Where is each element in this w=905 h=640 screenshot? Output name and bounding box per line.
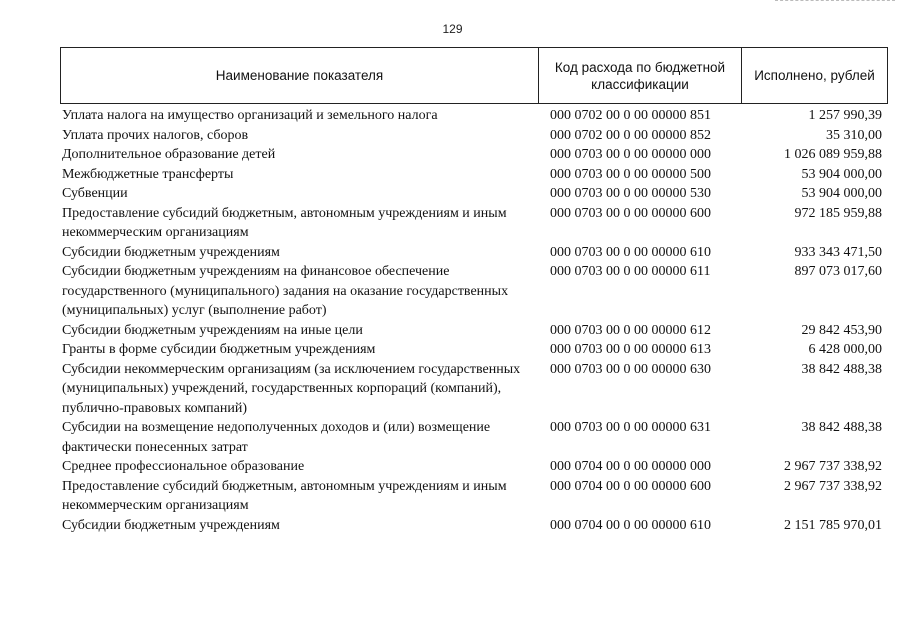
row-amount: 1 026 089 959,88	[784, 147, 882, 162]
row-code: 000 0704 00 0 00 00000 000	[550, 459, 711, 474]
row-code: 000 0704 00 0 00 00000 610	[550, 517, 711, 533]
table-row	[60, 126, 890, 146]
row-amount: 38 842 488,38	[801, 361, 882, 377]
table-header	[60, 47, 888, 104]
table-row	[60, 184, 890, 204]
header-code: Код расхода по бюджетной классификации	[538, 48, 741, 103]
row-name: Субсидии бюджетным учреждениям	[62, 517, 280, 533]
row-code: 000 0703 00 0 00 00000 530	[550, 186, 711, 201]
row-name: Дополнительное образование детей	[62, 147, 276, 162]
row-amount: 6 428 000,00	[808, 342, 882, 357]
table-row	[60, 360, 890, 419]
row-code: 000 0703 00 0 00 00000 630	[550, 361, 711, 377]
row-code: 000 0702 00 0 00 00000 852	[550, 127, 711, 143]
table-row	[60, 106, 890, 126]
row-name: Межбюджетные трансферты	[62, 166, 234, 182]
row-name: Субвенции	[62, 186, 128, 201]
table-row	[60, 340, 890, 360]
row-name: Уплата прочих налогов, сборов	[62, 127, 249, 143]
row-amount: 38 842 488,38	[801, 420, 882, 435]
table-row	[60, 204, 890, 243]
row-amount: 897 073 017,60	[794, 264, 882, 279]
row-amount: 933 343 471,50	[794, 244, 882, 260]
row-name: Уплата налога на имущество организаций и земельного налога	[62, 108, 438, 123]
row-code: 000 0704 00 0 00 00000 600	[550, 478, 711, 494]
table-row	[60, 321, 890, 341]
row-code: 000 0702 00 0 00 00000 851	[550, 108, 711, 123]
row-name: Предоставление субсидий бюджетным, автономным учреждениям и иным некоммерческим организациям	[62, 478, 507, 513]
row-code: 000 0703 00 0 00 00000 000	[550, 147, 711, 162]
row-amount: 53 904 000,00	[801, 186, 882, 201]
row-code: 000 0703 00 0 00 00000 612	[550, 322, 711, 338]
row-amount: 1 257 990,39	[808, 108, 882, 123]
row-amount: 2 151 785 970,01	[784, 517, 882, 533]
row-code: 000 0703 00 0 00 00000 600	[550, 205, 711, 221]
page-number: 129	[442, 22, 463, 36]
header-amount: Исполнено, рублей	[741, 48, 887, 103]
row-amount: 972 185 959,88	[794, 205, 882, 221]
table-row	[60, 516, 890, 536]
row-code: 000 0703 00 0 00 00000 611	[550, 264, 711, 279]
table-row	[60, 477, 890, 516]
row-amount: 35 310,00	[826, 127, 882, 143]
row-code: 000 0703 00 0 00 00000 500	[550, 166, 711, 182]
row-amount: 53 904 000,00	[801, 166, 882, 182]
table-row	[60, 145, 890, 165]
row-amount: 2 967 737 338,92	[784, 478, 882, 494]
row-name: Среднее профессиональное образование	[62, 459, 305, 474]
table-body	[60, 106, 890, 535]
table-row	[60, 165, 890, 185]
row-name: Предоставление субсидий бюджетным, автономным учреждениям и иным некоммерческим организациям	[62, 205, 507, 240]
row-amount: 29 842 453,90	[801, 322, 882, 338]
table-row	[60, 418, 890, 457]
row-amount: 2 967 737 338,92	[784, 459, 882, 474]
row-code: 000 0703 00 0 00 00000 631	[550, 420, 711, 435]
table-row	[60, 262, 890, 321]
header-name: Наименование показателя	[215, 68, 384, 83]
row-name: Субсидии бюджетным учреждениям	[62, 244, 280, 260]
scan-artifact	[775, 0, 895, 2]
row-name: Субсидии бюджетным учреждениям на финансовое обеспечение государственного (муниципального) задания на оказание государственных (муниципальных) услуг (выполнение работ)	[62, 264, 509, 318]
row-name: Субсидии бюджетным учреждениям на иные цели	[62, 322, 363, 338]
row-name: Субсидии некоммерческим организациям (за исключением государственных (муниципальных) учреждений, государственных корпораций (компаний), публично-правовых компаний)	[62, 361, 521, 416]
table-row	[60, 457, 890, 477]
row-code: 000 0703 00 0 00 00000 613	[550, 342, 711, 357]
row-name: Гранты в форме субсидии бюджетным учреждениям	[62, 342, 376, 357]
row-code: 000 0703 00 0 00 00000 610	[550, 244, 711, 260]
row-name: Субсидии на возмещение недополученных доходов и (или) возмещение фактически понесенных затрат	[62, 420, 491, 455]
table-row	[60, 243, 890, 263]
